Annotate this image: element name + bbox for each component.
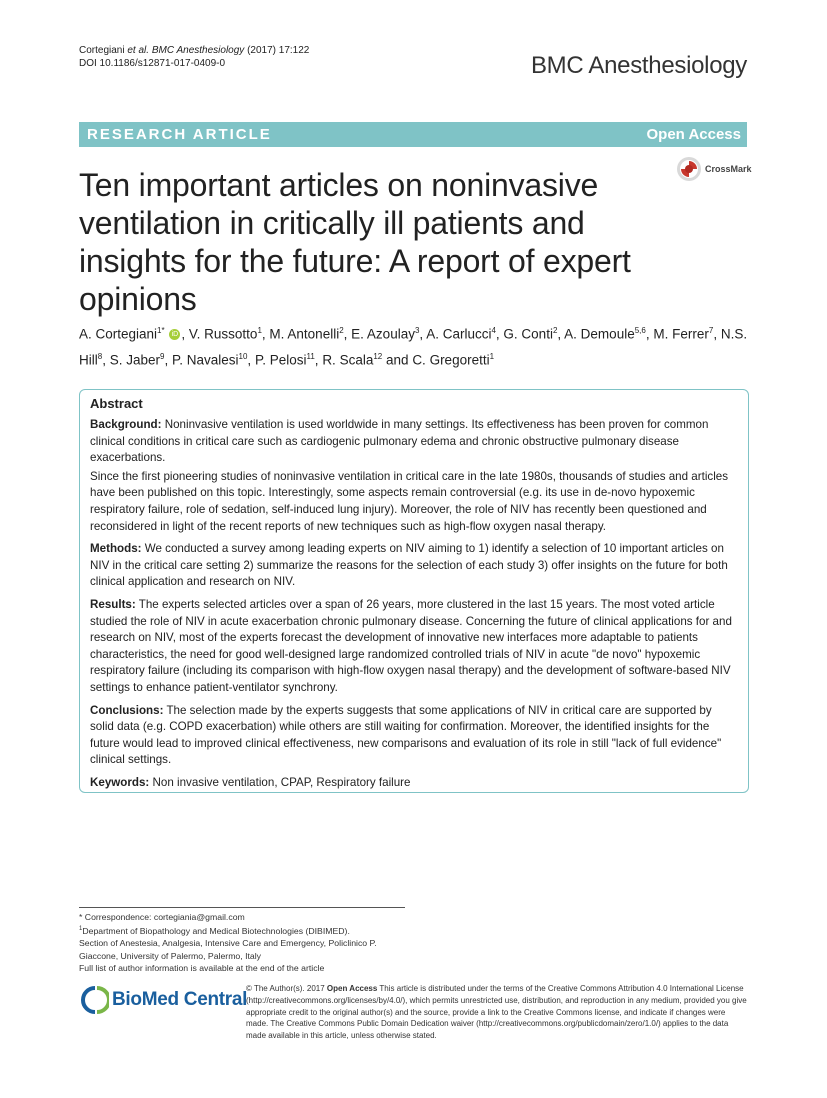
abstract-background [90,417,738,467]
author-name: G. Conti [503,326,553,342]
article-type-label: RESEARCH ARTICLE [87,126,272,143]
author-affiliation: 7 [708,326,714,335]
cite-authors: Cortegiani [79,45,125,56]
abstract-methods [90,541,738,591]
license-open-access: Open Access [326,984,378,993]
article-title: Ten important articles on noninvasive ventilation in critically ill patients and insights for the future: A report of expert opinions [79,167,631,317]
abstract-background-continued: Since the first pioneering studies of noninvasive ventilation in critical care in the late 1980s, thousands of studies and articles have been published on this topic. Interestingly, some aspects remain controversial (e.g. its use in de-novo hypoxemic respiratory failure, role of sedation, self-induced lung injury). Moreover, the role of NIV has recently been questioned and reconsidered in light of the recent reports of new techniques such as high-flow oxygen nasal therapy. [90,469,729,533]
crossmark-badge[interactable] [676,156,752,182]
background-label: Background: [90,418,162,431]
author-affiliation: 4 [491,326,496,335]
keywords-text: Non invasive ventilation, CPAP, Respiratory failure [152,775,411,789]
affiliation-line-2: Section of Anestesia, Analgesia, Intensive Care and Emergency, Policlinico P. Giaccone, University of Palermo, Palermo, Italy [79,938,377,961]
results-text: The experts selected articles over a span of 26 years, more clustered in the last 15 years. The most voted article studied the role of NIV in acute exacerbation chronic pulmonary disease. Concerning the future of clinical applications for and research on NIV, most of the experts forecast the development of innovative new interfaces more adaptable to patients characteristics, the need for good well-designed large randomized controlled trials of NIV in acute "de novo" hypoxemic respiratory failure (including its comparison with high-flow oxygen nasal therapy) and the development of software-based NIV settings to enhance patient-ventilator synchrony. [90,597,732,694]
biomed-central-logo-icon [79,985,109,1015]
orcid-icon[interactable]: iD [169,329,180,340]
methods-label: Methods: [90,542,142,556]
author-name: A. Cortegiani [79,326,158,342]
author-affiliation: 2 [339,326,344,335]
author-name: V. Russotto [188,326,258,342]
author-name: M. Ferrer [653,326,709,342]
footnotes [79,911,409,974]
abstract-keywords [90,775,738,792]
author-name: C. Gregoretti [412,352,490,367]
author-affiliation: 9 [160,351,165,361]
author-affiliation: 11 [306,351,315,361]
license-text [246,983,749,1042]
author-affiliation: 1* [157,326,165,335]
results-label: Results: [90,597,136,611]
footnote-divider [79,907,405,908]
author-affiliation: 12 [373,351,383,361]
crossmark-label: CrossMark [705,164,752,174]
author-affiliation: 10 [238,351,248,361]
background-text: Noninvasive ventilation is used worldwide in many settings. Its effectiveness has been proven for common clinical conditions in critical care such as cardiogenic pulmonary edema and chronic obstructive pulmonary disease exacerbations. [90,418,709,465]
affiliation-1 [79,923,409,937]
correspondence: * Correspondence: cortegiania@gmail.com [79,912,245,922]
open-access-label: Open Access [646,126,741,143]
authors-and: and [386,352,409,367]
author-name: M. Antonelli [269,326,340,342]
biomed-central-logo[interactable] [79,985,247,1015]
author-affiliation: 1 [257,326,262,335]
license-body: This article is distributed under the terms of the Creative Commons Attribution 4.0 International License (http://creativecommons.org/licenses/by/4.0/), which permits unrestricted use, distribution, and reproduction in any medium, provided you give appropriate credit to the original author(s) and the source, provide a link to the Creative Commons license, and indicate if changes were made. The Creative Commons Public Domain Dedication waiver (http://creativecommons.org/publicdomain/zero/1.0/) applies to the data made available in this article, unless otherwise stated. [246,984,747,1041]
methods-text: We conducted a survey among leading experts on NIV aiming to 1) identify a selection of 10 important articles on NIV in the critical care setting 2) summarize the reasons for the selection of each study 3) offer insights on the future for both clinical application and research on NIV. [90,542,728,589]
abstract-conclusions [90,703,738,769]
author-name: P. Navalesi [171,352,239,367]
affiliation-line-1: Department of Biopathology and Medical Biotechnologies (DIBIMED). [82,926,350,937]
author-affiliation: 1 [489,351,495,361]
author-name: N.S. Hill [79,326,748,367]
cite-year-volume: (2017) 17:122 [247,45,310,56]
author-list: A. Cortegiani$^{1*}$ iD , V. Russotto$^1$, M. Antonelli$^2$, E. Azoulay$^3$, A. Carlucci$^4$, G. Conti$^2$, A. Demoule$^{5,6}$, M. Ferrer$^7$, N.S. Hill$^8$, S. Jaber$^9$, P. Navalesi$^{10}$, P. Pelosi$^{11}$, R. Scala$^{12}$ and C. Gregoretti$^1$ [79,326,748,367]
conclusions-label: Conclusions: [90,703,164,717]
full-author-info-note: Full list of author information is available at the end of the article [79,962,325,973]
author-name: A. Carlucci [426,326,492,342]
doi[interactable]: DOI 10.1186/s12871-017-0409-0 [79,58,226,69]
citation-line [79,44,309,70]
cite-etal-journal: et al. BMC Anesthesiology [127,45,245,56]
copyright: © The Author(s). 2017 [246,984,325,993]
biomed-central-text: BioMed Central [112,989,248,1010]
journal-name: BMC Anesthesiology [530,52,747,79]
author-affiliation: 2 [552,326,558,335]
author-affiliation: 3 [414,326,420,335]
abstract-box [79,389,749,793]
keywords-label: Keywords: [90,775,150,789]
conclusions-text: The selection made by the experts suggests that some applications of NIV in critical care are supported by solid data (e.g. COPD exacerbation) while others are still waiting for confirmation. Moreover, the identified insights for the future would lead to improved clinical effectiveness, new comparisons and evaluation of its role in still "lack of full evidence" clinical settings. [90,703,722,767]
author-name: P. Pelosi [254,352,307,367]
abstract-results [90,597,738,697]
abstract-heading: Abstract [90,396,143,411]
author-name: E. Azoulay [351,326,415,342]
crossmark-icon [676,156,702,182]
author-name: A. Demoule [564,326,635,342]
author-affiliation: 5,6 [634,326,646,335]
article-type-banner [79,122,747,147]
author-name: S. Jaber [109,352,160,367]
affiliation-number: 1 [79,926,83,933]
author-affiliation: 8 [97,351,103,361]
author-name: R. Scala [322,352,374,367]
